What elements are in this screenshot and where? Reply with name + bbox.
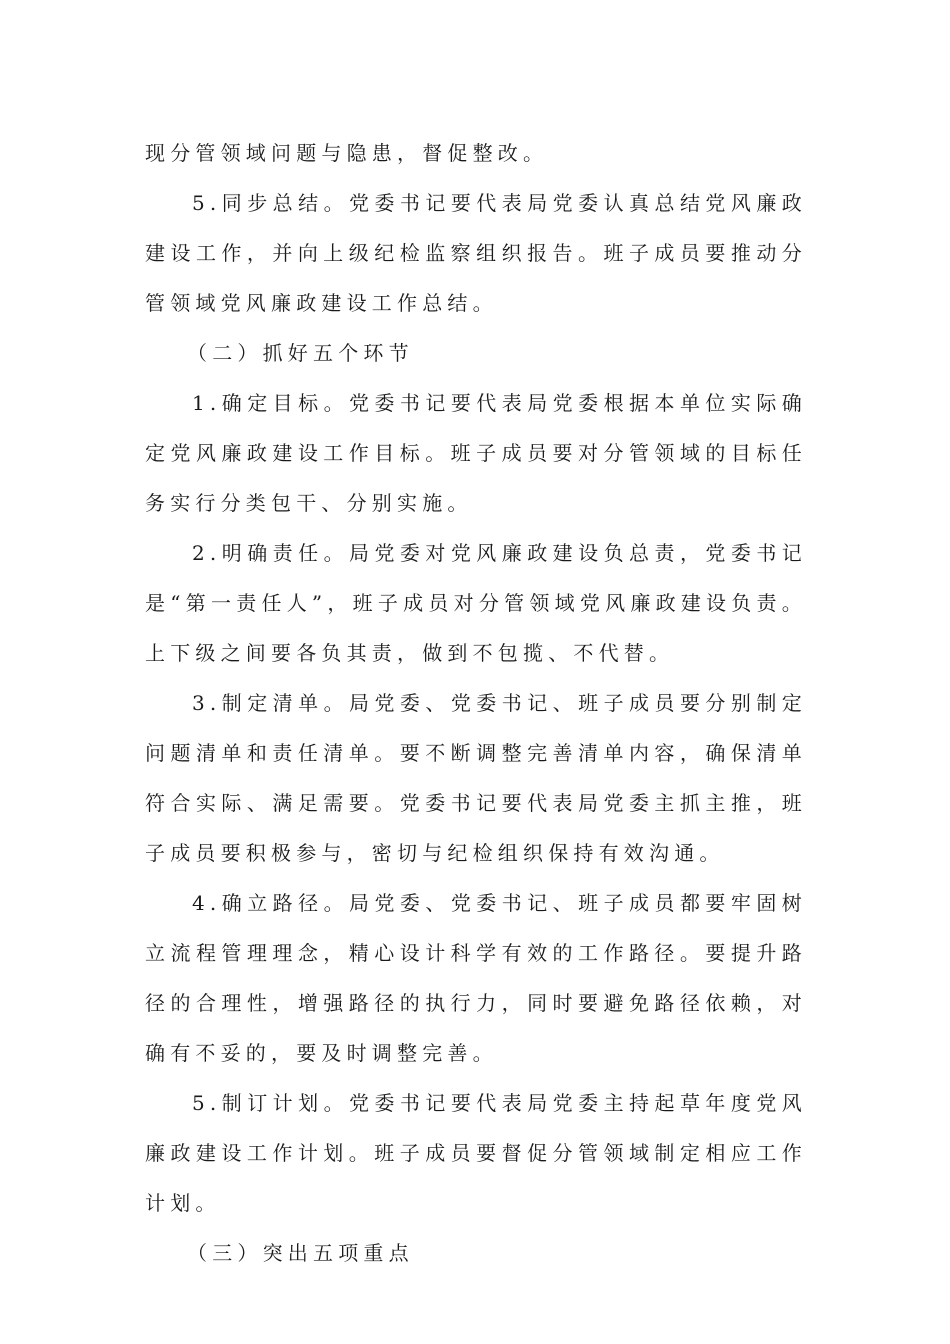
paragraph-item-4-path: 4.确立路径。局党委、党委书记、班子成员都要牢固树立流程管理理念，精心设计科学有效的工作路径。要提升路径的合理性，增强路径的执行力，同时要避免路径依赖，对确有不妥的，要及时调整完善。 [145,891,807,1065]
paragraph-item-5-plan: 5.制订计划。党委书记要代表局党委主持起草年度党风廉政建设工作计划。班子成员要督促分管领域制定相应工作计划。 [145,1091,807,1215]
section-heading-2: （二）抓好五个环节 [187,341,414,365]
document-body [145,128,807,1278]
section-heading-3: （三）突出五项重点 [187,1241,414,1265]
paragraph-item-1-goals: 1.确定目标。党委书记要代表局党委根据本单位实际确定党风廉政建设工作目标。班子成员要对分管领域的目标任务实行分类包干、分别实施。 [145,391,807,515]
paragraph-item-2-responsibility: 2.明确责任。局党委对党风廉政建设负总责，党委书记是“第一责任人”，班子成员对分管领域党风廉政建设负责。上下级之间要各负其责，做到不包揽、不代替。 [145,541,807,665]
paragraph-item-5-summary: 5.同步总结。党委书记要代表局党委认真总结党风廉政建设工作，并向上级纪检监察组织报告。班子成员要推动分管领域党风廉政建设工作总结。 [145,191,807,315]
paragraph-item-3-lists: 3.制定清单。局党委、党委书记、班子成员要分别制定问题清单和责任清单。要不断调整完善清单内容，确保清单符合实际、满足需要。党委书记要代表局党委主抓主推，班子成员要积极参与，密切与纪检组织保持有效沟通。 [145,691,807,865]
paragraph-continuation: 现分管领域问题与隐患，督促整改。 [145,141,549,165]
